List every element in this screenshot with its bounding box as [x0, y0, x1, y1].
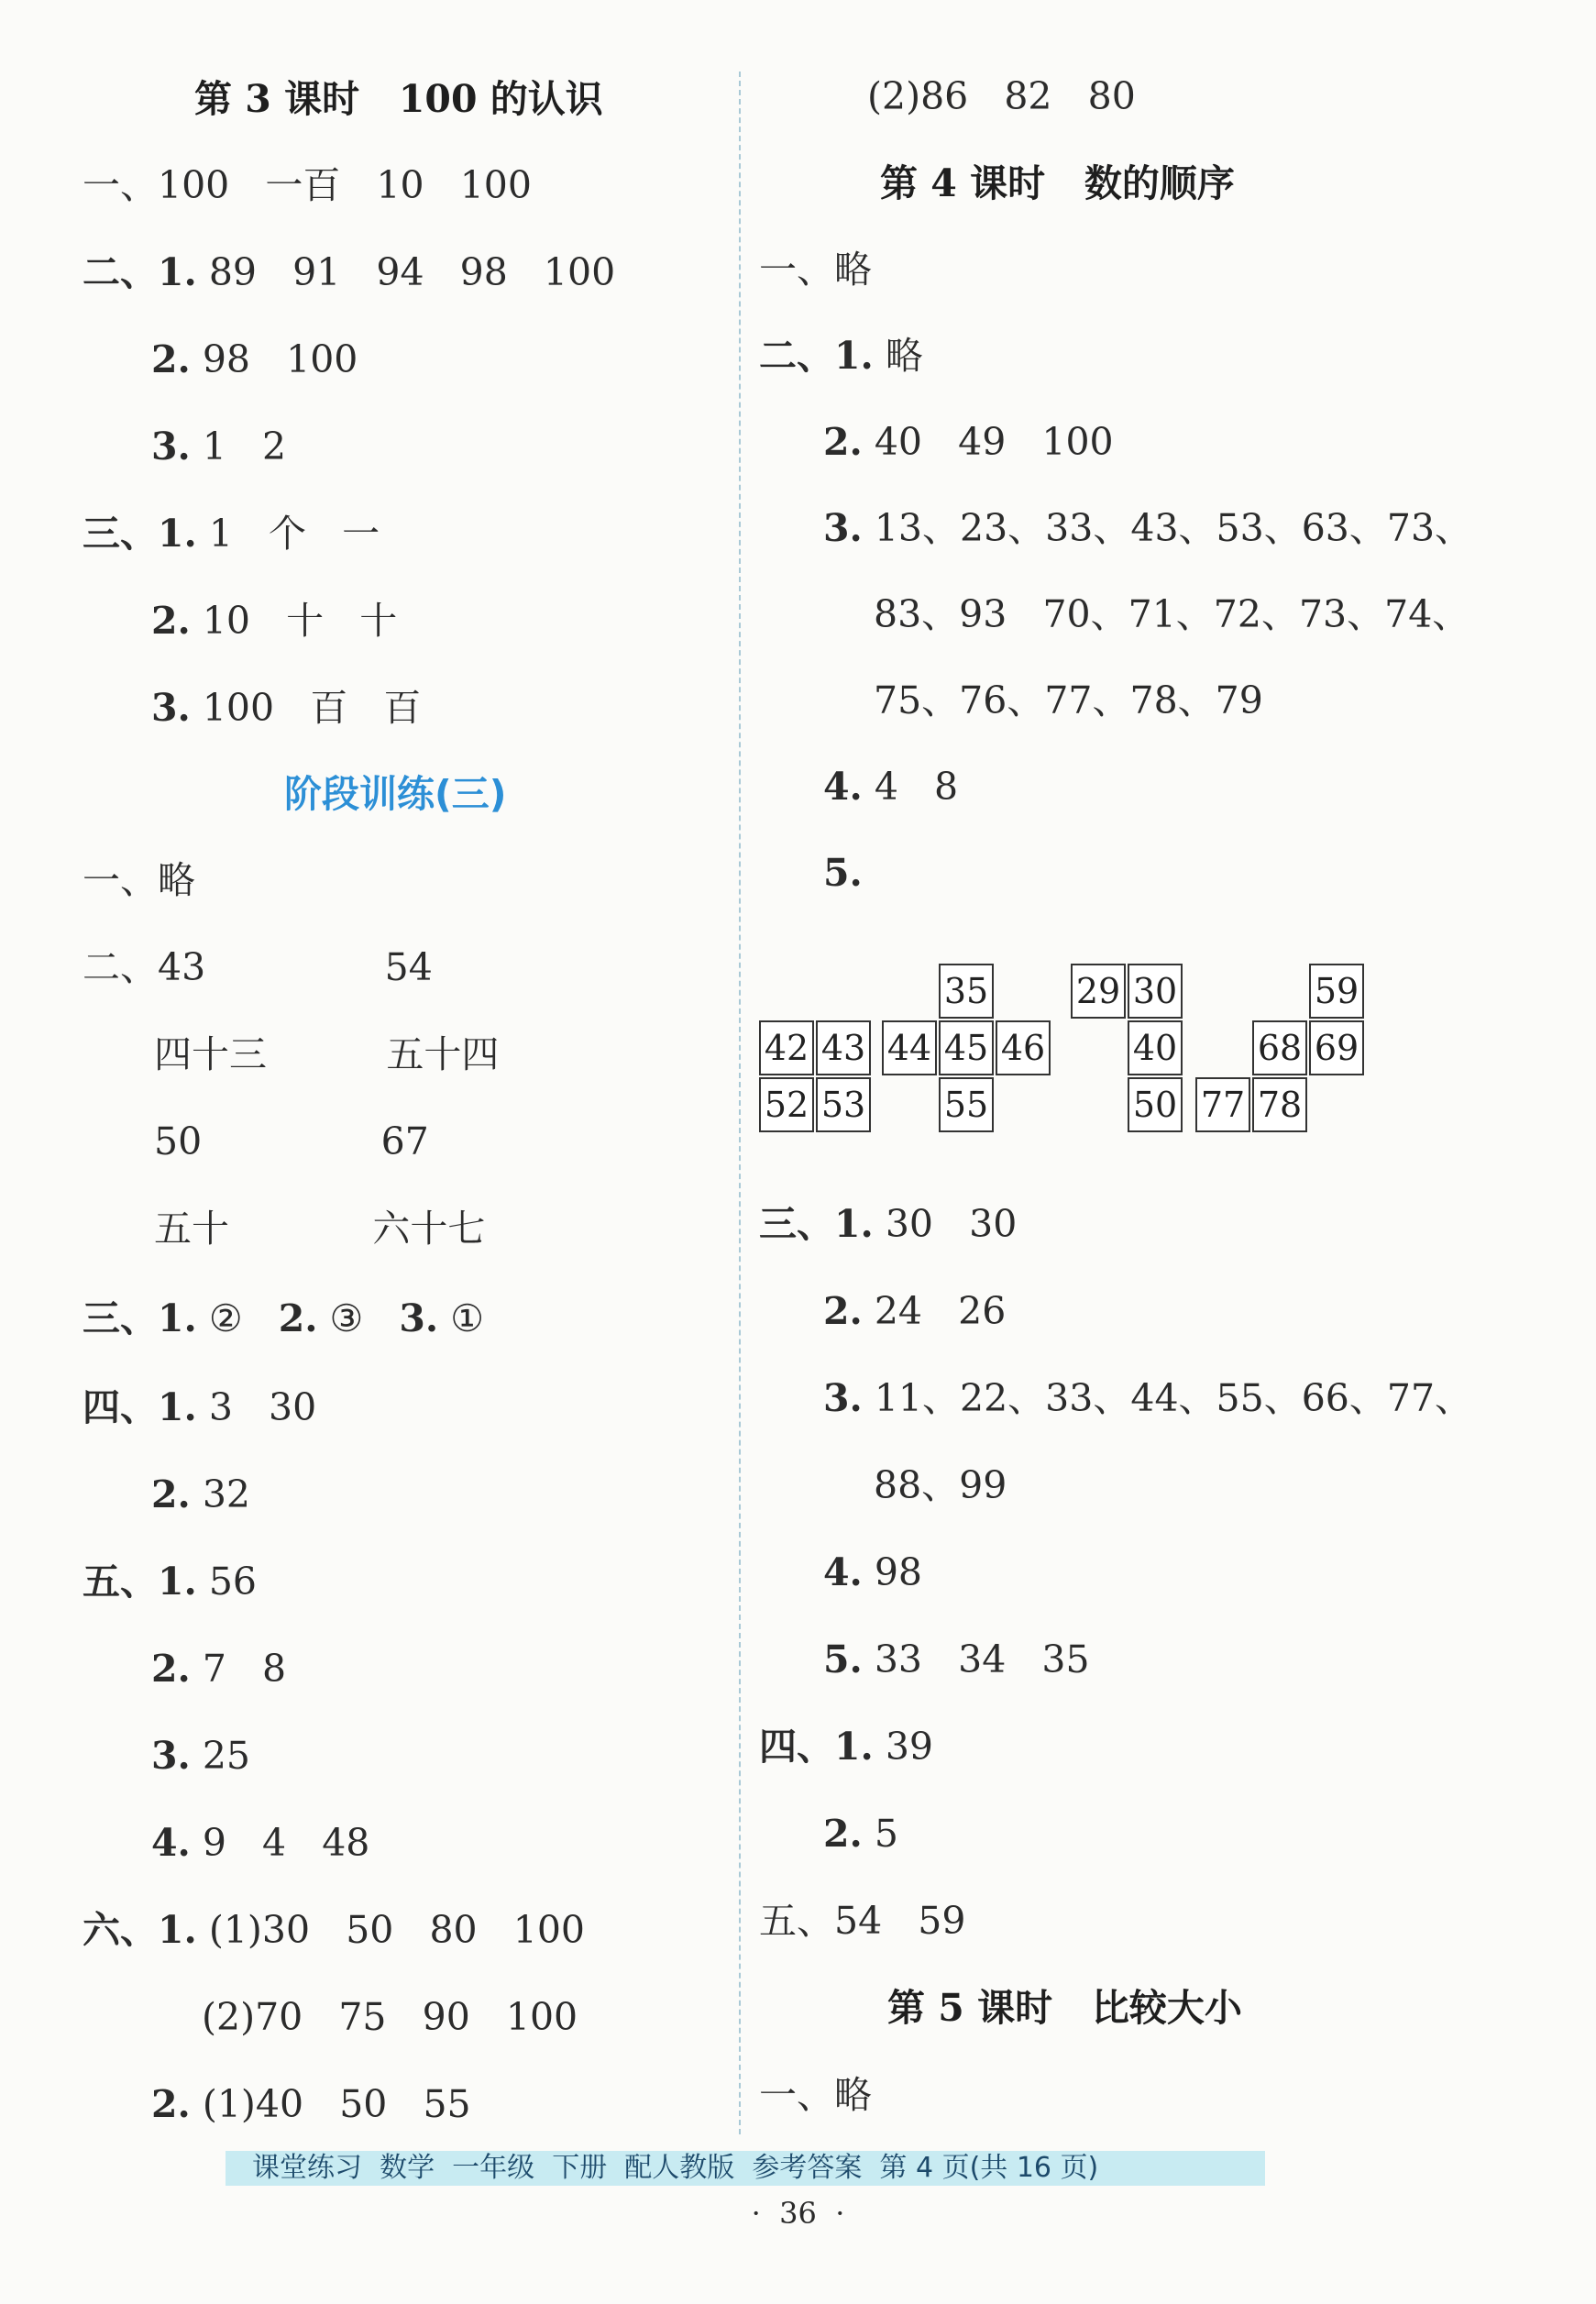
question-number: 3. — [151, 686, 191, 730]
answer-line — [151, 680, 421, 735]
answer-text: 33 34 35 — [862, 1637, 1090, 1681]
question-number: 4. — [823, 1550, 863, 1594]
grid-cell: 68 — [1252, 1020, 1307, 1075]
answer-line: 83、93 70、71、72、73、74、 — [874, 592, 1470, 636]
answer-line — [823, 1371, 1472, 1426]
question-number: 2. — [151, 2082, 191, 2126]
question-number: 3. — [151, 424, 191, 469]
answer-line — [83, 245, 615, 300]
answer-line: 88、99 — [874, 1463, 1007, 1507]
answer-line — [823, 759, 958, 814]
grid-cell: 43 — [816, 1020, 871, 1075]
answer-text: (1)40 50 55 — [190, 2082, 471, 2126]
question-number: 三、1. — [83, 1296, 197, 1340]
grid-cell: 30 — [1128, 964, 1183, 1019]
answer-line — [151, 1641, 286, 1696]
answer-line — [823, 501, 1472, 556]
answer-line: 一、略 — [759, 248, 872, 292]
answer-text: 40 49 100 — [862, 420, 1114, 464]
question-number: 3. — [823, 1376, 863, 1420]
answer-line — [83, 1291, 484, 1346]
answer-line — [823, 1632, 1090, 1687]
answer-text: 10 十 十 — [190, 599, 398, 643]
answer-line: 一、略 — [83, 858, 195, 902]
question-number: 3. — [399, 1296, 439, 1340]
answer-text: 5 — [862, 1812, 898, 1856]
answer-line — [823, 1545, 922, 1600]
page-number: · 36 · — [751, 2196, 845, 2231]
question-number: 五、1. — [83, 1560, 197, 1604]
lesson-3-title: 第 3 课时 100 的认识 — [194, 77, 603, 121]
question-number: 四、1. — [759, 1725, 874, 1769]
grid-cell: 53 — [816, 1077, 871, 1132]
grid-cell: 44 — [882, 1020, 937, 1075]
answer-line: 一、100 一百 10 100 — [83, 163, 532, 207]
answer-line: 五、54 59 — [759, 1899, 966, 1943]
question-number: 2. — [823, 420, 863, 464]
answer-line: 二、43 54 — [83, 945, 433, 989]
answer-text: 56 — [196, 1560, 258, 1604]
lesson-5-title: 第 5 课时 比较大小 — [887, 1986, 1242, 2030]
answer-line — [151, 1728, 250, 1783]
answer-text: 7 8 — [190, 1647, 287, 1691]
answer-line — [151, 593, 397, 648]
answer-line: (2)86 82 80 — [867, 74, 1136, 118]
question-number: 2. — [151, 599, 191, 643]
column-divider — [739, 72, 741, 2134]
answer-line — [823, 845, 863, 900]
answer-line — [823, 1806, 898, 1861]
question-number: 3. — [151, 1734, 191, 1778]
answer-text: 98 — [862, 1550, 923, 1594]
answer-text: 39 — [873, 1725, 934, 1769]
answer-text: 9 4 48 — [190, 1821, 370, 1865]
answer-text: 24 26 — [862, 1289, 1007, 1333]
answer-text: 4 8 — [862, 765, 959, 809]
answer-text: 30 30 — [873, 1202, 1018, 1246]
answer-text: ① — [438, 1296, 485, 1340]
stage-training-title: 阶段训练(三) — [284, 772, 507, 816]
grid-cell: 45 — [939, 1020, 994, 1075]
grid-cell: 29 — [1071, 964, 1126, 1019]
answer-line — [83, 506, 380, 561]
answer-line — [759, 328, 923, 383]
answer-text: 100 百 百 — [190, 686, 422, 730]
grid-cell: 50 — [1128, 1077, 1183, 1132]
question-number: 5. — [823, 851, 863, 895]
question-number: 2. — [823, 1289, 863, 1333]
answer-line — [151, 1815, 369, 1870]
answer-line — [151, 332, 358, 387]
answer-text: 13、23、33、43、53、63、73、 — [862, 506, 1473, 550]
answer-line — [759, 1719, 933, 1774]
grid-cell: 35 — [939, 964, 994, 1019]
answer-line: 四十三 五十四 — [154, 1032, 500, 1076]
grid-cell: 69 — [1309, 1020, 1364, 1075]
question-number: 2. — [151, 1647, 191, 1691]
question-number: 4. — [823, 765, 863, 809]
answer-line — [83, 1902, 585, 1957]
question-number: 2. — [151, 1472, 191, 1516]
answer-text: 1 2 — [190, 424, 287, 469]
answer-text: (1)30 50 80 100 — [196, 1908, 585, 1952]
question-number: 三、1. — [83, 512, 197, 556]
answer-line — [151, 2077, 471, 2132]
answer-text: ③ — [317, 1296, 400, 1340]
grid-cell: 52 — [759, 1077, 814, 1132]
grid-cell: 59 — [1309, 964, 1364, 1019]
answer-line — [759, 1196, 1017, 1251]
grid-cell: 77 — [1195, 1077, 1250, 1132]
grid-cell: 42 — [759, 1020, 814, 1075]
question-number: 2. — [823, 1812, 863, 1856]
answer-text: ② — [196, 1296, 279, 1340]
question-number: 二、1. — [759, 334, 874, 378]
answer-line — [83, 1380, 316, 1435]
grid-cell: 46 — [996, 1020, 1051, 1075]
answer-line: 75、76、77、78、79 — [874, 678, 1263, 722]
answer-line — [83, 1554, 257, 1609]
question-number: 二、1. — [83, 250, 197, 294]
question-number: 4. — [151, 1821, 191, 1865]
question-number: 5. — [823, 1637, 863, 1681]
answer-text: 25 — [190, 1734, 251, 1778]
answer-line: 50 67 — [154, 1119, 429, 1163]
lesson-4-title: 第 4 课时 数的顺序 — [880, 161, 1235, 205]
question-number: 3. — [823, 506, 863, 550]
answer-line: (2)70 75 90 100 — [202, 1995, 578, 2039]
grid-cell: 40 — [1128, 1020, 1183, 1075]
grid-cell: 78 — [1252, 1077, 1307, 1132]
answer-line: 一、略 — [759, 2073, 872, 2117]
answer-text: 98 100 — [190, 337, 358, 381]
answer-line — [151, 419, 286, 474]
question-number: 2. — [278, 1296, 318, 1340]
question-number: 四、1. — [83, 1385, 197, 1429]
question-number: 2. — [151, 337, 191, 381]
answer-text: 1 个 一 — [196, 512, 380, 556]
answer-text: 3 30 — [196, 1385, 317, 1429]
answer-text: 89 91 94 98 100 — [196, 250, 616, 294]
answer-text: 11、22、33、44、55、66、77、 — [862, 1376, 1473, 1420]
answer-text: 32 — [190, 1472, 251, 1516]
footer-text: 课堂练习 数学 一年级 下册 配人教版 参考答案 第 4 页(共 16 页) — [252, 2152, 1099, 2184]
question-number: 三、1. — [759, 1202, 874, 1246]
grid-cell: 55 — [939, 1077, 994, 1132]
answer-line — [823, 1284, 1006, 1339]
answer-line — [823, 414, 1114, 469]
answer-text: 略 — [873, 334, 923, 378]
answer-line: 五十 六十七 — [154, 1207, 486, 1251]
answer-line — [151, 1467, 250, 1522]
question-number: 六、1. — [83, 1908, 197, 1952]
